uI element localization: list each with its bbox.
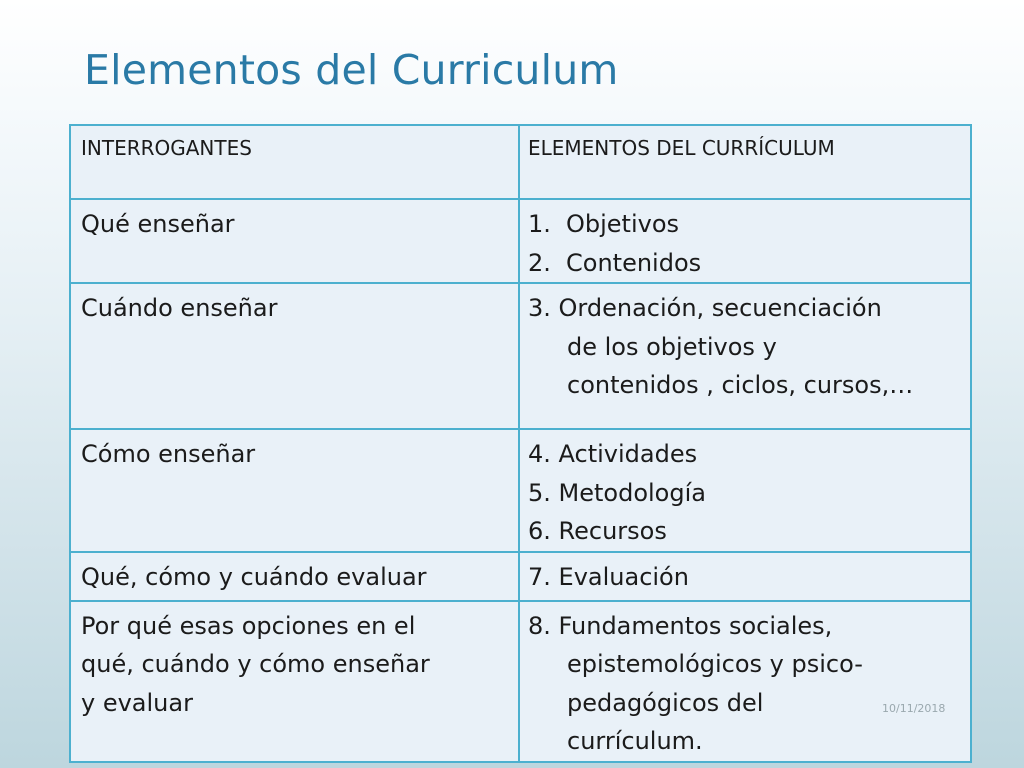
question-cell bbox=[70, 429, 519, 552]
slide-date: 10/11/2018 bbox=[882, 702, 946, 715]
table-header-row bbox=[70, 125, 971, 199]
table-row bbox=[70, 283, 971, 429]
header-interrogantes: INTERROGANTES bbox=[70, 125, 519, 199]
curriculum-table bbox=[69, 124, 972, 763]
element-item bbox=[528, 205, 970, 244]
elements-cell bbox=[519, 429, 971, 552]
element-item: 5. Metodología bbox=[528, 478, 706, 507]
element-continuation: pedagógicos del bbox=[567, 688, 764, 717]
element-item: 7. Evaluación bbox=[528, 562, 689, 591]
question-text: qué, cuándo y cómo enseñar bbox=[81, 650, 430, 678]
question-text: Qué enseñar bbox=[81, 210, 235, 238]
question-text: y evaluar bbox=[81, 688, 193, 717]
table-row bbox=[70, 199, 971, 283]
element-number: 1. bbox=[528, 210, 551, 238]
slide-title: Elementos del Curriculum bbox=[84, 46, 619, 94]
table-row bbox=[70, 552, 971, 601]
question-cell bbox=[70, 601, 519, 762]
element-continuation: currículum. bbox=[567, 727, 703, 755]
elements-cell bbox=[519, 283, 971, 429]
element-item: 8. Fundamentos sociales, bbox=[528, 611, 833, 640]
element-number: 2. bbox=[528, 248, 551, 277]
table-row bbox=[70, 429, 971, 552]
element-item bbox=[528, 244, 970, 283]
element-item: 6. Recursos bbox=[528, 517, 667, 545]
question-text: Cuándo enseñar bbox=[81, 294, 278, 322]
question-cell bbox=[70, 199, 519, 283]
element-item: 4. Actividades bbox=[528, 440, 698, 468]
question-text: Cómo enseñar bbox=[81, 440, 256, 468]
element-continuation: contenidos , ciclos, cursos,… bbox=[567, 371, 914, 399]
elements-cell bbox=[519, 552, 971, 601]
element-continuation: de los objetivos y bbox=[567, 332, 777, 361]
element-text: Objetivos bbox=[566, 210, 680, 238]
question-text: Por qué esas opciones en el bbox=[81, 611, 416, 640]
table-row bbox=[70, 601, 971, 762]
elements-cell bbox=[519, 199, 971, 283]
element-continuation: epistemológicos y psico- bbox=[567, 650, 863, 678]
header-elementos: ELEMENTOS DEL CURRÍCULUM bbox=[519, 125, 971, 199]
elements-cell bbox=[519, 601, 971, 762]
element-text: Contenidos bbox=[566, 248, 702, 277]
question-text: Qué, cómo y cuándo evaluar bbox=[81, 562, 427, 591]
element-item: 3. Ordenación, secuenciación bbox=[528, 294, 882, 322]
question-cell bbox=[70, 552, 519, 601]
question-cell bbox=[70, 283, 519, 429]
